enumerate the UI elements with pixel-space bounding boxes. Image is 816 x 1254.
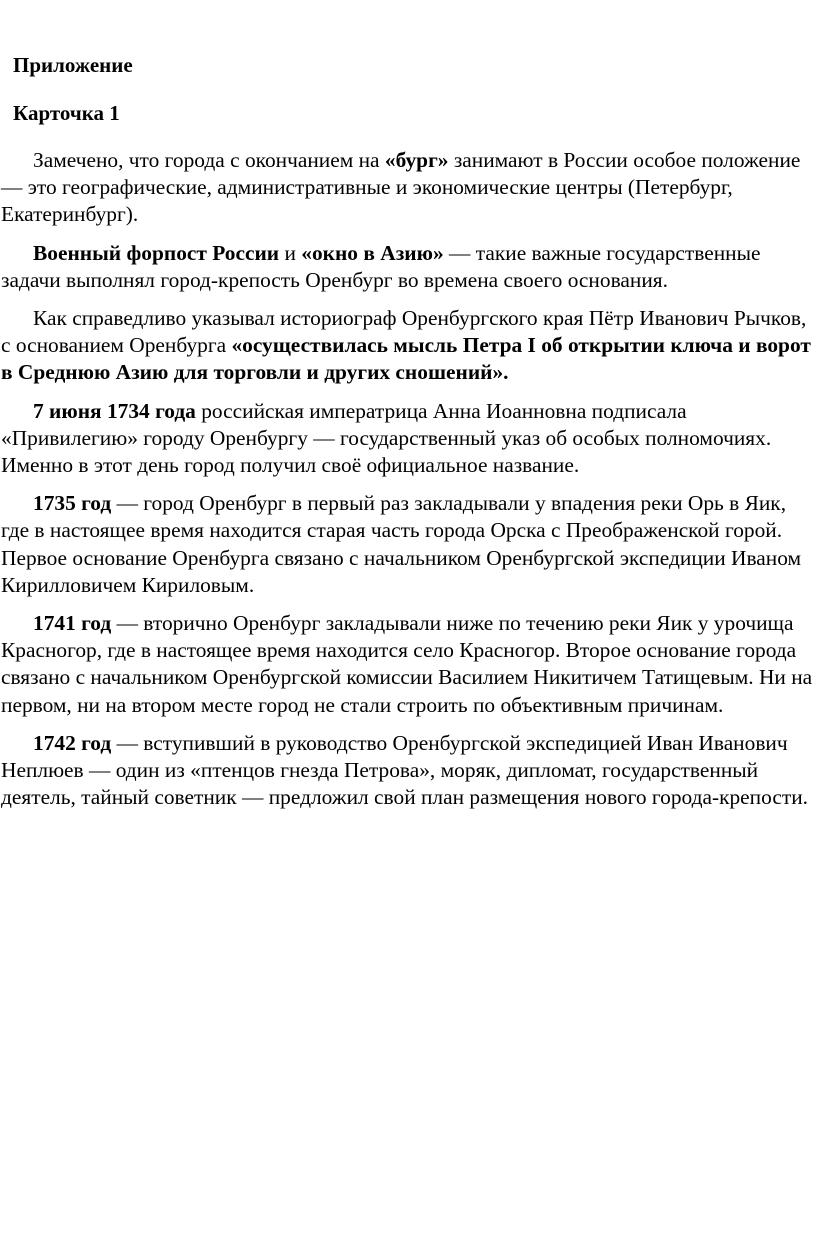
paragraph-burg-cities [0, 147, 814, 229]
paragraph-1734 [0, 398, 814, 480]
text-run: и [279, 240, 302, 265]
text-run: Замечено, что города с окончанием на [33, 148, 385, 172]
paragraph-1735 [0, 490, 814, 599]
bold-run: Военный форпост России [33, 240, 280, 265]
bold-run: 1735 год [33, 491, 112, 516]
text-run: — вступивший в руководство Оренбургской экспедицией Иван Иванович Неплюев — один из «птенцов гнезда Петрова», моряк, дипломат, государственный деятель, тайный советник — предложил свой план размещения нового города-крепости. [1, 730, 808, 810]
bold-run: 1741 год [33, 611, 112, 636]
card-heading: Карточка 1 [13, 101, 120, 125]
bold-run: «бург» [384, 148, 449, 172]
bold-run: «осуществилась мысль Петра I об открытии ключа и ворот в Среднюю Азию для торговли и других сношений». [1, 333, 811, 385]
text-run: — город Оренбург в первый раз закладывали у впадения реки Орь в Яик, где в настоящее время находится старая часть города Орска с Преображенской горой. Первое основание Оренбурга связано с начальником Оренбургской экспедиции Иваном Кирилловичем Кириловым. [1, 491, 802, 597]
text-run: российская императрица Анна Иоанновна подписала «Привилегию» городу Оренбургу — государственный указ об особых полномочиях. Именно в этот день город получил своё официальное название. [1, 398, 772, 478]
paragraph-1742 [0, 730, 814, 812]
bold-run: «окно в Азию» [301, 240, 444, 265]
bold-run: 7 июня 1734 года [33, 398, 196, 423]
paragraph-outpost [0, 240, 814, 294]
text-run: Как справедливо указывал историограф Оренбургского края Пётр Иванович Рычков, с основанием Оренбурга [1, 306, 807, 358]
text-run: — такие важные государственные задачи выполнял город-крепость Оренбург во времена своего основания. [1, 240, 761, 292]
bold-run: 1742 год [33, 730, 112, 755]
paragraph-1741 [0, 610, 814, 719]
paragraph-rychkov-quote [0, 305, 814, 387]
text-run: — вторично Оренбург закладывали ниже по течению реки Яик у урочища Красногор, где в настоящее время находится село Красногор. Второе основание города связано с начальником Оренбургской комиссии Василием Никитичем Татищевым. Ни на первом, ни на втором месте город не стали строить по объективным причинам. [1, 611, 813, 717]
appendix-heading: Приложение [13, 53, 133, 77]
text-run: занимают в России особое положение — это географические, административные и экономические центры (Петербург, Екатеринбург). [1, 148, 801, 227]
